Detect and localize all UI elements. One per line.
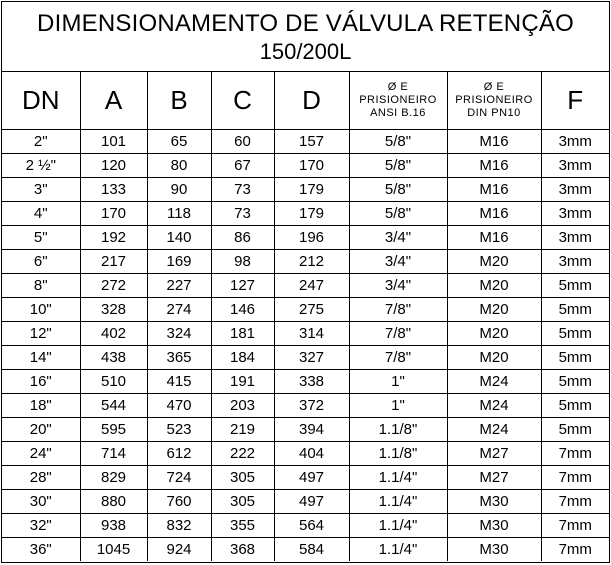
table-row — [2, 226, 609, 250]
header-line: C — [233, 85, 252, 115]
cell-d: 314 — [274, 322, 349, 346]
table-row — [2, 490, 609, 514]
column-header-e_din — [447, 72, 541, 130]
cell-a: 120 — [80, 154, 147, 178]
cell-a: 438 — [80, 346, 147, 370]
cell-b: 227 — [147, 274, 211, 298]
cell-d: 404 — [274, 442, 349, 466]
cell-c: 86 — [211, 226, 274, 250]
cell-f: 7mm — [541, 538, 609, 562]
cell-c: 305 — [211, 490, 274, 514]
cell-e_din: M20 — [447, 346, 541, 370]
cell-e_din: M30 — [447, 490, 541, 514]
cell-d: 564 — [274, 514, 349, 538]
cell-c: 127 — [211, 274, 274, 298]
cell-f: 5mm — [541, 298, 609, 322]
cell-a: 595 — [80, 418, 147, 442]
cell-dn: 32" — [2, 514, 80, 538]
cell-d: 247 — [274, 274, 349, 298]
header-line: DIN PN10 — [467, 107, 521, 119]
cell-a: 272 — [80, 274, 147, 298]
cell-c: 73 — [211, 202, 274, 226]
cell-d: 584 — [274, 538, 349, 562]
header-line: D — [302, 85, 321, 115]
cell-a: 714 — [80, 442, 147, 466]
cell-f: 7mm — [541, 466, 609, 490]
cell-dn: 18" — [2, 394, 80, 418]
table-body — [2, 130, 609, 562]
cell-d: 170 — [274, 154, 349, 178]
table-row — [2, 418, 609, 442]
cell-e_din: M20 — [447, 322, 541, 346]
cell-a: 1045 — [80, 538, 147, 562]
cell-dn: 16" — [2, 370, 80, 394]
cell-dn: 36" — [2, 538, 80, 562]
cell-d: 372 — [274, 394, 349, 418]
cell-c: 203 — [211, 394, 274, 418]
cell-dn: 20" — [2, 418, 80, 442]
cell-f: 7mm — [541, 442, 609, 466]
cell-a: 328 — [80, 298, 147, 322]
cell-a: 101 — [80, 130, 147, 154]
header-line: Ø E — [483, 81, 505, 93]
cell-e_din: M27 — [447, 442, 541, 466]
cell-f: 5mm — [541, 418, 609, 442]
header-line: F — [567, 85, 584, 115]
title-main: DIMENSIONAMENTO DE VÁLVULA RETENÇÃO — [37, 10, 574, 37]
cell-c: 222 — [211, 442, 274, 466]
cell-b: 169 — [147, 250, 211, 274]
table-row — [2, 178, 609, 202]
header-line: B — [170, 85, 188, 115]
cell-c: 219 — [211, 418, 274, 442]
cell-a: 829 — [80, 466, 147, 490]
cell-e_ansi: 5/8" — [349, 154, 447, 178]
table-row — [2, 298, 609, 322]
cell-dn: 8" — [2, 274, 80, 298]
cell-d: 212 — [274, 250, 349, 274]
cell-dn: 12" — [2, 322, 80, 346]
cell-c: 73 — [211, 178, 274, 202]
cell-dn: 2" — [2, 130, 80, 154]
cell-b: 760 — [147, 490, 211, 514]
table-row — [2, 394, 609, 418]
cell-f: 5mm — [541, 370, 609, 394]
cell-d: 394 — [274, 418, 349, 442]
cell-a: 170 — [80, 202, 147, 226]
cell-f: 3mm — [541, 154, 609, 178]
cell-b: 612 — [147, 442, 211, 466]
cell-f: 3mm — [541, 178, 609, 202]
cell-b: 470 — [147, 394, 211, 418]
column-header-a — [80, 72, 147, 130]
header-line: PRISIONEIRO — [359, 94, 437, 106]
table-row — [2, 466, 609, 490]
header-line: Ø E — [387, 81, 409, 93]
dimension-table — [2, 72, 609, 561]
cell-dn: 2 ½" — [2, 154, 80, 178]
table-row — [2, 130, 609, 154]
table-row — [2, 322, 609, 346]
cell-e_ansi: 3/4" — [349, 274, 447, 298]
cell-c: 368 — [211, 538, 274, 562]
cell-b: 90 — [147, 178, 211, 202]
cell-c: 191 — [211, 370, 274, 394]
column-header-f — [541, 72, 609, 130]
cell-dn: 30" — [2, 490, 80, 514]
column-header-d — [274, 72, 349, 130]
cell-dn: 10" — [2, 298, 80, 322]
cell-e_din: M30 — [447, 514, 541, 538]
column-header-dn — [2, 72, 80, 130]
cell-e_din: M16 — [447, 178, 541, 202]
cell-d: 497 — [274, 466, 349, 490]
cell-e_din: M16 — [447, 226, 541, 250]
header-line: ANSI B.16 — [370, 107, 426, 119]
cell-b: 65 — [147, 130, 211, 154]
cell-d: 179 — [274, 202, 349, 226]
cell-dn: 6" — [2, 250, 80, 274]
cell-b: 724 — [147, 466, 211, 490]
cell-e_din: M24 — [447, 418, 541, 442]
table-title — [2, 2, 609, 72]
cell-b: 80 — [147, 154, 211, 178]
cell-c: 98 — [211, 250, 274, 274]
cell-e_ansi: 7/8" — [349, 322, 447, 346]
cell-e_din: M16 — [447, 154, 541, 178]
column-header-e_ansi — [349, 72, 447, 130]
cell-f: 5mm — [541, 322, 609, 346]
table-row — [2, 370, 609, 394]
cell-e_ansi: 1.1/8" — [349, 442, 447, 466]
cell-e_ansi: 7/8" — [349, 346, 447, 370]
cell-c: 67 — [211, 154, 274, 178]
cell-a: 192 — [80, 226, 147, 250]
cell-e_din: M30 — [447, 538, 541, 562]
cell-dn: 28" — [2, 466, 80, 490]
valve-dimension-sheet — [1, 1, 610, 563]
cell-e_din: M24 — [447, 370, 541, 394]
table-row — [2, 250, 609, 274]
cell-e_ansi: 1.1/4" — [349, 514, 447, 538]
cell-b: 274 — [147, 298, 211, 322]
cell-e_din: M16 — [447, 202, 541, 226]
cell-f: 3mm — [541, 202, 609, 226]
cell-f: 7mm — [541, 514, 609, 538]
cell-b: 523 — [147, 418, 211, 442]
cell-c: 305 — [211, 466, 274, 490]
column-header-b — [147, 72, 211, 130]
cell-b: 118 — [147, 202, 211, 226]
table-row — [2, 202, 609, 226]
table-row — [2, 346, 609, 370]
cell-e_din: M27 — [447, 466, 541, 490]
cell-e_ansi: 5/8" — [349, 178, 447, 202]
cell-b: 415 — [147, 370, 211, 394]
cell-e_ansi: 7/8" — [349, 298, 447, 322]
cell-d: 196 — [274, 226, 349, 250]
cell-e_ansi: 1.1/8" — [349, 418, 447, 442]
cell-c: 355 — [211, 514, 274, 538]
table-row — [2, 514, 609, 538]
cell-e_din: M20 — [447, 250, 541, 274]
cell-e_ansi: 1" — [349, 394, 447, 418]
table-row — [2, 154, 609, 178]
cell-a: 217 — [80, 250, 147, 274]
cell-a: 544 — [80, 394, 147, 418]
cell-e_ansi: 1.1/4" — [349, 538, 447, 562]
table-row — [2, 442, 609, 466]
header-line: PRISIONEIRO — [455, 94, 533, 106]
cell-e_ansi: 1" — [349, 370, 447, 394]
cell-f: 3mm — [541, 130, 609, 154]
title-sub: 150/200L — [259, 39, 352, 64]
cell-e_ansi: 5/8" — [349, 130, 447, 154]
cell-c: 184 — [211, 346, 274, 370]
cell-dn: 24" — [2, 442, 80, 466]
cell-b: 324 — [147, 322, 211, 346]
cell-a: 510 — [80, 370, 147, 394]
column-header-c — [211, 72, 274, 130]
cell-dn: 14" — [2, 346, 80, 370]
cell-e_din: M20 — [447, 298, 541, 322]
cell-a: 880 — [80, 490, 147, 514]
cell-dn: 3" — [2, 178, 80, 202]
cell-d: 179 — [274, 178, 349, 202]
cell-d: 497 — [274, 490, 349, 514]
cell-a: 402 — [80, 322, 147, 346]
cell-b: 365 — [147, 346, 211, 370]
cell-c: 146 — [211, 298, 274, 322]
cell-f: 3mm — [541, 226, 609, 250]
cell-c: 181 — [211, 322, 274, 346]
header-row — [2, 72, 609, 130]
cell-dn: 4" — [2, 202, 80, 226]
cell-a: 133 — [80, 178, 147, 202]
cell-f: 7mm — [541, 490, 609, 514]
cell-e_din: M20 — [447, 274, 541, 298]
cell-f: 5mm — [541, 346, 609, 370]
cell-e_ansi: 3/4" — [349, 250, 447, 274]
table-row — [2, 538, 609, 562]
cell-d: 157 — [274, 130, 349, 154]
cell-dn: 5" — [2, 226, 80, 250]
cell-e_ansi: 1.1/4" — [349, 466, 447, 490]
header-line: A — [104, 85, 123, 115]
cell-b: 924 — [147, 538, 211, 562]
cell-e_ansi: 5/8" — [349, 202, 447, 226]
table-row — [2, 274, 609, 298]
cell-b: 140 — [147, 226, 211, 250]
header-line: DN — [21, 85, 60, 115]
cell-e_ansi: 3/4" — [349, 226, 447, 250]
cell-e_din: M24 — [447, 394, 541, 418]
cell-e_ansi: 1.1/4" — [349, 490, 447, 514]
cell-b: 832 — [147, 514, 211, 538]
cell-c: 60 — [211, 130, 274, 154]
cell-d: 327 — [274, 346, 349, 370]
cell-f: 5mm — [541, 274, 609, 298]
cell-d: 275 — [274, 298, 349, 322]
cell-d: 338 — [274, 370, 349, 394]
cell-f: 3mm — [541, 250, 609, 274]
cell-f: 5mm — [541, 394, 609, 418]
cell-a: 938 — [80, 514, 147, 538]
cell-e_din: M16 — [447, 130, 541, 154]
